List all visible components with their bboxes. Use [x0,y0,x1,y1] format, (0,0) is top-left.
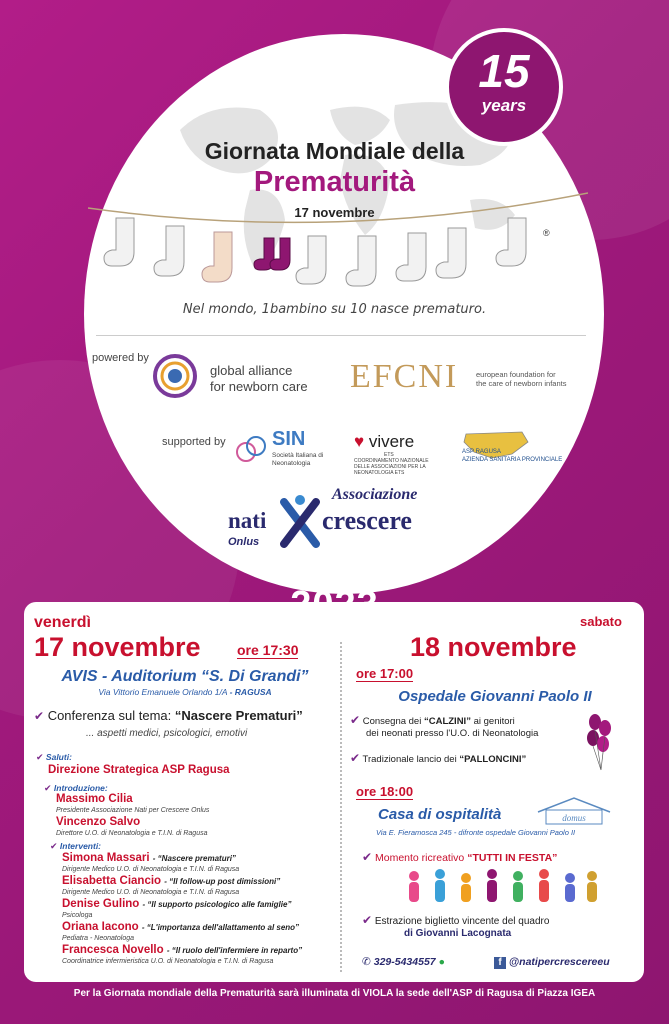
check-icon: ✔ [50,841,58,851]
domus-label: domus [562,813,586,823]
facebook-icon: f [494,957,506,969]
footer-note: Per la Giornata mondiale della Prematurità sarà illuminata di VIOLA la sede dell'ASP di Ragusa di Piazza IGEA [73,988,596,999]
item1-line2: dei neonati presso l'U.O. di Neonatologia [366,728,539,739]
sin-line2: Neonatologia [272,460,311,467]
sin-logo: SIN [272,428,306,450]
column-divider [340,642,342,972]
speaker-name-text: Francesca Novello [62,944,164,956]
speaker-role: Dirigente Medico U.O. di Neonatologia e T.I.N. di Ragusa [62,889,240,896]
facebook-contact[interactable] [494,956,610,969]
vivere-sub2: COORDINAMENTO NAZIONALE [354,458,429,464]
saluti-name: Direzione Strategica ASP Ragusa [48,764,230,776]
conference-subtitle: ... aspetti medici, psicologici, emotivi [86,728,248,739]
momento-prefix: Momento ricreativo [374,852,468,864]
speaker-talk: - “Il supporto psicologico alle famiglie” [142,900,292,909]
friday-address-street: Via Vittorio Emanuele Orlando 1/A [98,687,228,697]
friday-time: ore 17:30 [237,642,299,658]
saluti-label [36,752,72,763]
anniversary-badge [445,28,563,146]
friday-address-city: - RAGUSA [229,687,272,697]
speaker-role: Coordinatrice infermieristica U.O. di Neonatologia e T.I.N. di Ragusa [62,958,274,965]
asp-label: ASP RAGUSA [462,449,501,455]
association-label: Associazione [332,486,418,503]
saturday-time1: ore 17:00 [356,666,414,681]
intro-label-text: Introduzione: [53,783,108,793]
sin-line1: Società Italiana di [272,452,324,459]
vivere-sub3: DELLE ASSOCIAZIONI PER LA NEONATOLOGIA ETS [354,464,426,476]
item1-suffix: ai genitori [470,716,515,727]
speaker-name-text: Oriana Iacono [62,921,139,933]
facebook-handle: @natipercrescereeu [508,956,610,968]
people-celebrating-illustration [400,866,600,908]
efcni-name [476,370,586,388]
phone-number: 329-5434557 [373,956,436,968]
asp-sub: AZIENDA SANITARIA PROVINCIALE [462,457,563,463]
check-icon: ✔ [350,751,361,765]
interventi-label-text: Interventi: [59,841,102,851]
phone-icon: ✆ [362,956,371,968]
speaker-name: Vincenzo Salvo [56,816,141,828]
tagline: Nel mondo, 1bambino su 10 nasce prematuro. [182,302,487,317]
phone-contact [362,956,445,968]
vivere-subtitle [354,452,464,476]
item1-prefix: Consegna dei [362,716,424,727]
check-icon: ✔ [362,913,373,927]
check-icon: ✔ [362,850,373,864]
sin-subtitle [272,452,323,468]
speaker-talk: - “Il follow-up post dimissioni” [164,877,281,886]
speaker-role: Dirigente Medico U.O. di Neonatologia e T.I.N. di Ragusa [62,866,240,873]
saturday-address2: Via E. Fieramosca 245 - difronte ospedale Giovanni Paolo II [376,828,576,837]
year: 2023 [290,584,379,626]
sin-logo-icon [234,430,270,470]
speaker-name-text: Simona Massari [62,852,150,864]
gafnc-logo-icon [152,353,198,399]
speaker-name-text: Elisabetta Ciancio [62,875,162,887]
efcni-line1: european foundation for [476,370,556,379]
check-icon: ✔ [34,709,45,723]
efcni-line2: the care of newborn infants [476,379,567,388]
saluti-label-text: Saluti: [45,752,72,762]
item2-prefix: Tradizionale lancio dei [362,754,460,765]
saturday-venue2: Casa di ospitalità [378,806,502,823]
speaker-role: Psicologa [62,912,93,919]
speaker-name [62,944,302,956]
friday-date: 17 novembre [34,632,201,662]
saturday-time2: ore 18:00 [356,784,414,799]
balloons-item [350,752,526,766]
vivere-logo [354,432,414,452]
recreation-item [362,850,557,864]
speaker-name: Massimo Cilia [56,793,133,805]
whatsapp-icon: ● [438,956,445,968]
socks-delivery-item [350,714,538,740]
conference-title: “Nascere Prematuri” [174,708,303,723]
friday-day: venerdì [34,614,91,631]
check-icon: ✔ [350,713,361,727]
raffle-line2: di Giovanni Lacognata [404,928,512,939]
registered-mark: ® [543,228,550,238]
conference-topic [34,708,303,723]
speaker-role: Presidente Associazione Nati per Crescere Onlus [56,807,210,814]
vivere-name: vivere [368,432,415,451]
natipercrescere-x-icon [278,494,322,550]
supported-by-label: supported by [162,436,226,448]
speaker-name [62,921,299,933]
saturday-date: 18 novembre [410,632,577,662]
event-date: 17 novembre [294,205,375,220]
asp-ragusa-label [462,448,562,464]
item2-bold: “PALLONCINI” [459,754,527,765]
association-onlus: Onlus [228,536,260,548]
gafnc-line2: for newborn care [210,379,308,394]
speaker-talk: - “Nascere prematuri” [152,854,236,863]
raffle-line1: Estrazione biglietto vincente del quadro [374,916,550,927]
association-nati: nati [228,508,267,533]
domus-logo-icon [534,796,614,826]
raffle-item [362,914,549,940]
vivere-sub1: ETS [384,452,394,458]
clothesline-socks-illustration [88,188,588,308]
momento-bold: “TUTTI IN FESTA” [467,852,558,864]
speaker-name [62,852,236,864]
speaker-name [62,875,280,887]
event-title-line2: Prematurità [253,166,416,198]
interventi-label [50,841,101,852]
check-icon: ✔ [44,783,52,793]
badge-label: years [481,96,527,115]
check-icon: ✔ [36,752,44,762]
badge-number: 15 [478,45,530,97]
event-title-line1: Giornata Mondiale della [204,138,465,164]
friday-venue: AVIS - Auditorium “S. Di Grandi” [61,668,309,685]
efcni-logo: EFCNI [350,358,459,395]
gafnc-line1: global alliance [210,363,293,378]
balloons-icon [585,712,615,772]
divider [96,335,586,336]
conference-prefix: Conferenza sul tema: [47,708,175,723]
association-crescere: crescere [322,506,412,535]
speaker-talk: - “L'importanza dell'allattamento al seno” [141,923,300,932]
heart-icon: ♥ [354,432,365,451]
speaker-talk: - “Il ruolo dell'infermiere in reparto” [166,946,303,955]
saturday-venue1: Ospedale Giovanni Paolo II [398,688,592,705]
speaker-name [62,898,291,910]
speaker-name-text: Denise Gulino [62,898,140,910]
speaker-role: Direttore U.O. di Neonatologia e T.I.N. di Ragusa [56,830,208,837]
saturday-day: sabato [580,614,622,629]
speaker-role: Pediatra - Neonatologa [62,935,134,942]
friday-address [40,687,330,697]
powered-by-label: powered by [92,352,149,364]
item1-bold: “CALZINI” [423,716,471,727]
gafnc-name [210,363,308,395]
